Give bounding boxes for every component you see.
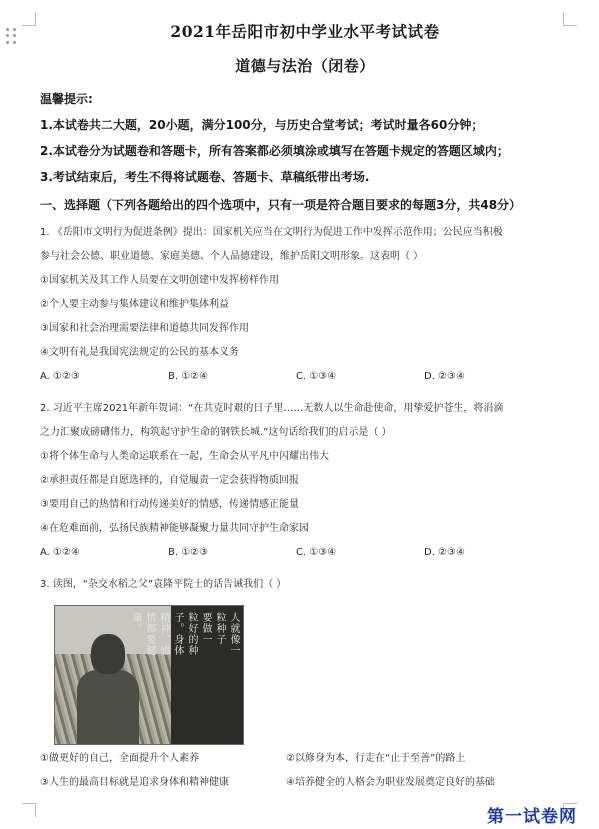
question-option: ②承担责任都是自愿选择的，自觉履责一定会获得物质回报	[40, 475, 299, 486]
quote-panel	[130, 606, 243, 745]
quote-column: 粒种子	[214, 612, 225, 645]
site-watermark: 第一试卷网	[487, 807, 577, 827]
answer-choice: D. ②③④	[424, 547, 465, 558]
question-3-options	[40, 747, 570, 795]
exam-page	[40, 16, 570, 795]
exam-title: 2021年岳阳市初中学业水平考试试卷	[170, 22, 440, 41]
answer-choice: B. ①②④	[168, 371, 209, 382]
crop-mark-top-left	[22, 12, 36, 26]
question-stem-line: 之力汇聚成磅礴伟力，构筑起守护生命的钢铁长城.”这句话给我们的启示是（ ）	[40, 427, 392, 438]
answer-choices	[40, 541, 570, 565]
quote-text	[130, 612, 239, 656]
question-option: ②以修身为本，行走在“止于至善”的路上	[286, 753, 466, 764]
tip-item: 1.本试卷共二大题，20小题，满分100分，与历史合堂考试；考试时量各60分钟；	[40, 118, 484, 132]
tips-heading: 温馨提示:	[40, 92, 93, 106]
question-2-stem	[40, 397, 570, 445]
question-option: ①国家机关及其工作人员要在文明创建中发挥榜样作用	[40, 275, 279, 286]
quote-column: 人就像一	[228, 612, 239, 656]
yuan-longping-photo	[54, 605, 244, 745]
answer-choice: D. ②③④	[424, 371, 465, 382]
question-stem-line: 参与社会公德、职业道德、家庭美德、个人品德建设，维护岳阳文明形象。这表明（ ）	[40, 251, 424, 262]
question-stem-line: 3. 读图，“杂交水稻之父”袁隆平院士的话告诫我们（ ）	[40, 579, 287, 590]
exam-subtitle: 道德与法治（闭卷）	[235, 57, 375, 75]
answer-choice: C. ①③④	[296, 371, 337, 382]
question-1-stem	[40, 221, 570, 269]
question-option: ③人生的最高目标就是追求身体和精神健康	[40, 777, 229, 788]
quote-column: 康。	[130, 612, 141, 634]
question-stem-line: 1. 《岳阳市文明行为促进条例》提出：国家机关应当在文明行为促进工作中发挥示范作用；公民应当积极	[40, 227, 503, 238]
person-head	[91, 634, 125, 674]
answer-choice: A. ①②④	[40, 547, 80, 558]
question-option: ④培养健全的人格会为职业发展奠定良好的基础	[286, 777, 495, 788]
quote-column: 精神、感	[158, 612, 169, 656]
quote-column: 要做一	[200, 612, 211, 645]
question-stem-line: 2. 习近平主席2021年新年贺词：“在共克时艰的日子里……无数人以生命赴使命，用挚爱护苍生，将涓滴	[40, 403, 504, 414]
question-option: ①做更好的自己，全面提升个人素养	[40, 753, 199, 764]
question-option: ③国家和社会治理需要法律和道德共同发挥作用	[40, 323, 249, 334]
answer-choices	[40, 365, 570, 389]
tip-item: 2.本试卷分为试题卷和答题卡，所有答案都必须填涂或填写在答题卡规定的答题区域内；	[40, 144, 509, 158]
question-option: ①将个体生命与人类命运联系在一起，生命会从平凡中闪耀出伟大	[40, 451, 329, 462]
quote-column: 粒好的种	[186, 612, 197, 656]
crop-mark-bottom-left	[22, 803, 36, 817]
drag-handle-icon[interactable]	[6, 28, 18, 44]
quote-column: 子。身体	[172, 612, 183, 656]
section-title: 一、选择题（下列各题给出的四个选项中，只有一项是符合题目要求的每题3分，共48分）	[40, 198, 522, 212]
tip-item: 3.考试结束后，考生不得将试题卷、答题卡、草稿纸带出考场.	[40, 170, 370, 184]
question-option: ③要用自己的热情和行动传递美好的情感，传递情感正能量	[40, 499, 299, 510]
question-option: ②个人要主动参与集体建议和维护集体利益	[40, 299, 229, 310]
question-option: ④文明有礼是我国宪法规定的公民的基本义务	[40, 347, 239, 358]
quote-column: 情都要健	[144, 612, 155, 656]
person-body	[77, 670, 139, 745]
question-3-stem	[40, 573, 570, 597]
answer-choice: A. ①②③	[40, 371, 80, 382]
answer-choice: C. ①③④	[296, 547, 337, 558]
answer-choice: B. ①②③	[168, 547, 209, 558]
question-option: ④在危难面前，弘扬民族精神能够凝聚力量共同守护生命家园	[40, 523, 309, 534]
